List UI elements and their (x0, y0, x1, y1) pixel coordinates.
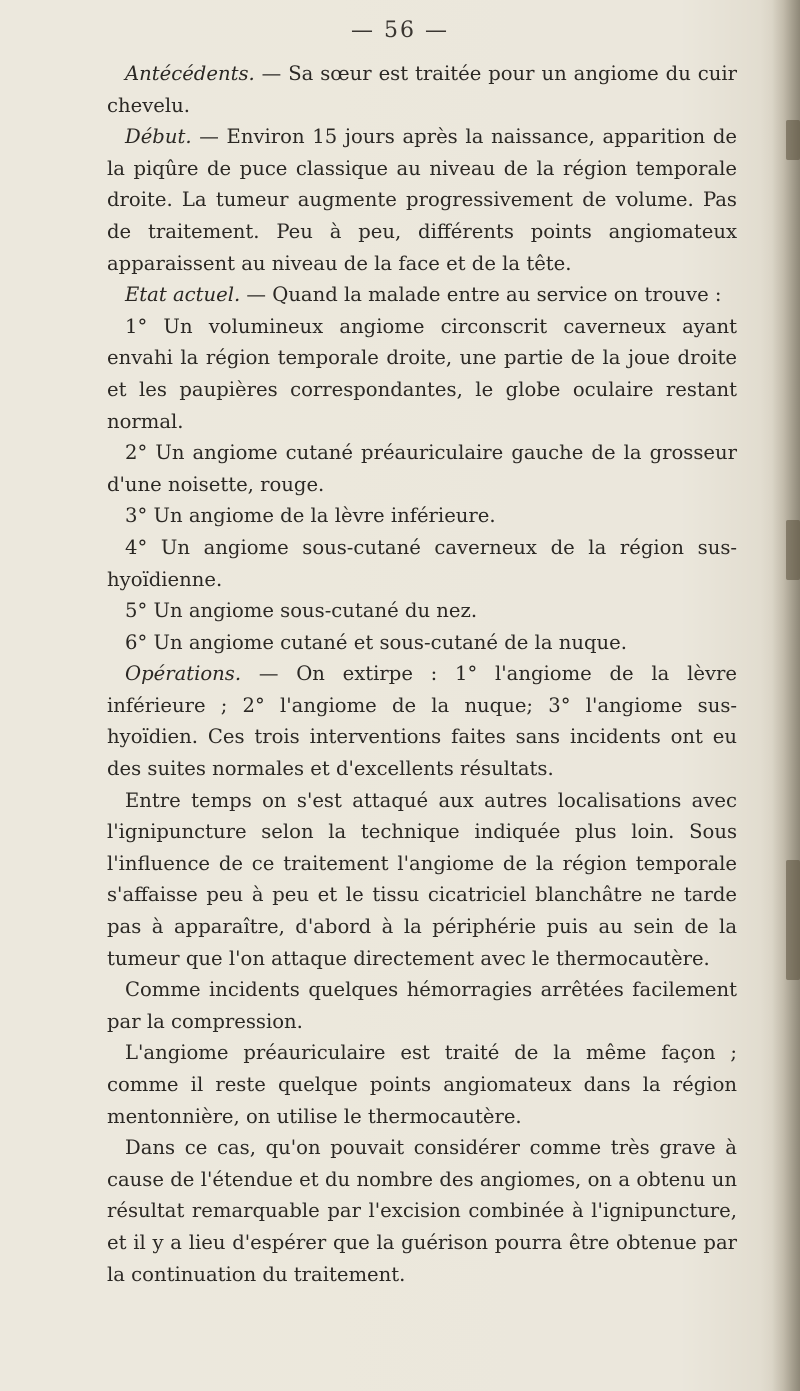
page-number: — 56 — (351, 18, 449, 43)
page-edge-shadow (772, 0, 800, 1391)
section-label: Début. (125, 125, 192, 149)
list-item: 3° Un angiome de la lèvre inférieure. (125, 504, 496, 528)
list-item: 4° Un angiome sous-cutané caverneux de la région sus-hyoïdienne. (107, 535, 737, 591)
edge-mark (786, 120, 800, 160)
paragraph-etat-actuel (107, 279, 737, 311)
edge-mark (786, 860, 800, 980)
list-item: 1° Un volumineux angiome circonscrit caverneux ayant envahi la région temporale droite, une partie de la joue droite et les paupières correspondantes, le globe oculaire restant normal. (107, 314, 737, 433)
paragraph-debut (107, 121, 737, 279)
edge-mark (786, 520, 800, 580)
paragraph-text: — Quand la malade entre au service on trouve : (240, 283, 722, 307)
section-label: Opérations. (125, 662, 242, 686)
paragraph-text: Comme incidents quelques hémorragies arrêtées facilement par la compression. (107, 978, 737, 1033)
paragraph-text: — Environ 15 jours après la naissance, apparition de la piqûre de puce classique au niveau de la région temporale droite. La tumeur augmente progressivement de volume. Pas de traitement. Peu à peu, différents points angiomateux apparaissent au niveau de la face et de la tête. (107, 125, 737, 275)
list-item: 6° Un angiome cutané et sous-cutané de la nuque. (125, 630, 627, 654)
paragraph-operations (107, 658, 737, 784)
paragraph-text: Dans ce cas, qu'on pouvait considérer comme très grave à cause de l'étendue et du nombre des angiomes, on a obtenu un résultat remarquable par l'excision combinée à l'ignipuncture, et il y a lieu d'espérer que la guérison pourra être obtenue par la continuation du traitement. (107, 1136, 737, 1286)
paragraph-antecedents (107, 58, 737, 121)
section-label: Etat actuel. (125, 283, 241, 307)
paragraph-text: — On extirpe : 1° l'angiome de la lèvre inférieure ; 2° l'angiome de la nuque; 3° l'angiome sus-hyoïdien. Ces trois interventions faites sans incidents ont eu des suites normales et d'excellents résultats. (107, 662, 737, 781)
document-body (107, 58, 737, 1290)
list-item: 5° Un angiome sous-cutané du nez. (125, 599, 478, 623)
section-label: Antécédents. (125, 62, 255, 85)
list-item: 2° Un angiome cutané préauriculaire gauche de la grosseur d'une noisette, rouge. (107, 441, 737, 496)
paragraph-text: L'angiome préauriculaire est traité de la même façon ; comme il reste quelque points angiomateux dans la région mentonnière, on utilise le thermocautère. (107, 1041, 737, 1128)
paragraph-text: Entre temps on s'est attaqué aux autres localisations avec l'ignipuncture selon la technique indiquée plus loin. Sous l'influence de ce traitement l'angiome de la région temporale s'affaisse peu à peu et le tissu cicatriciel blanchâtre ne tarde pas à apparaître, d'abord à la périphérie puis au sein de la tumeur que l'on attaque directement avec le thermocautère. (107, 788, 737, 970)
paragraph-text: — Sa sœur est traitée pour un angiome du cuir chevelu. (107, 62, 737, 117)
